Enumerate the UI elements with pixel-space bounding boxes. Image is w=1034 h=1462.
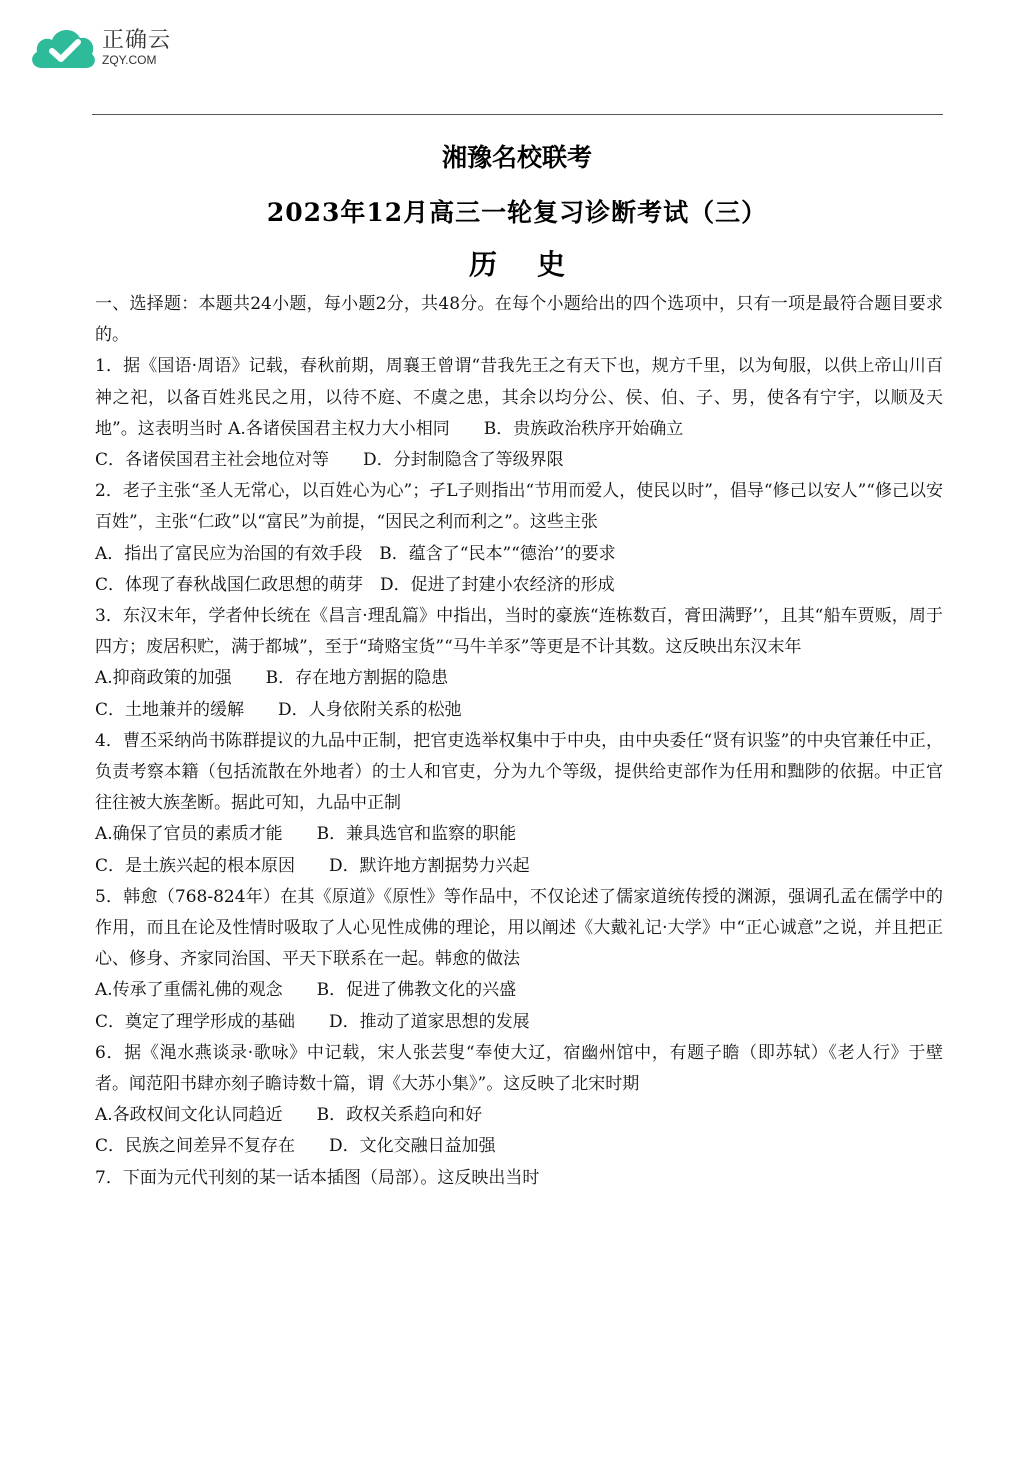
question-options: C．各诸侯国君主社会地位对等 D．分封制隐含了等级界限	[95, 450, 564, 471]
question-options: A.确保了官员的素质才能 B．兼具选官和监察的职能	[95, 824, 517, 845]
question-options: C．体现了春秋战国仁政思想的萌芽 D．促进了封建小农经济的形成	[95, 574, 615, 595]
question-stem: 2．老子主张“圣人无常心，以百姓心为心”；孑L子则指出“节用而爱人，使民以时”，倡导“修己以安人”“修己以安百姓”，主张“仁政”以“富民”为前提，“因民之利而利之”。这些主张	[95, 481, 943, 533]
question-options: A．指出了富民应为治国的有效手段 B．蕴含了“民本”“德治’’的要求	[95, 543, 616, 564]
header-divider	[92, 114, 943, 115]
question-options: C．民族之间差异不复存在 D．文化交融日益加强	[95, 1136, 496, 1157]
section-instructions: 一、选择题：本题共24小题，每小题2分，共48分。在每个小题给出的四个选项中，只有一项是最符合题目要求的。	[95, 294, 943, 346]
exam-organizer-title: 湘豫名校联考	[441, 143, 592, 172]
question-options: C．土地兼并的缓解 D．人身依附关系的松弛	[95, 699, 462, 720]
question-options: C．奠定了理学形成的基础 D．推动了道家思想的发展	[95, 1011, 530, 1032]
question-stem: 4．曹丕采纳尚书陈群提议的九品中正制，把官吏选举权集中于中央，由中央委任“贤有识鉴”的中央官兼任中正，负责考察本籍（包括流散在外地者）的士人和官吏，分为九个等级，提供给吏部作为任用和黜陟的依据。中正官往往被大族垄断。据此可知，九品中正制	[95, 730, 943, 814]
question-options: A.抑商政策的加强 B．存在地方割据的隐患	[95, 668, 449, 689]
question-stem: 7．下面为元代刊刻的某一话本插图（局部）。这反映出当时	[95, 1167, 540, 1188]
question-options: A.各政权间文化认同趋近 B．政权关系趋向和好	[95, 1105, 483, 1126]
cloud-check-icon	[28, 22, 98, 74]
question-stem: 3．东汉末年，学者仲长统在《昌言·理乱篇》中指出，当时的豪族“连栋数百，膏田满野’’，且其“船车贾贩，周于四方；废居积贮，满于都城”，至于“琦赂宝货”“马牛羊豕”等更是不计其数。这反映出东汉末年	[95, 606, 943, 658]
subject-title: 历史	[468, 248, 605, 281]
question-stem: 1．据《国语·周语》记载，春秋前期，周襄王曾谓“昔我先王之有天下也，规方千里，以为甸服，以供上帝山川百神之祀，以备百姓兆民之用，以待不庭、不虞之患，其余以均分公、侯、伯、子、男，使各有宁宇，以顺及天地”。这表明当时 A.各诸侯国君主权力大小相同 B．贵族政治秩序开始确立	[95, 356, 943, 439]
question-content	[95, 289, 943, 1194]
brand-logo	[28, 22, 171, 74]
question-stem: 5．韩愈（768-824年）在其《原道》《原性》等作品中，不仅论述了儒家道统传授的渊源，强调孔孟在儒学中的作用，而且在论及性情时吸取了人心见性成佛的理论，用以阐述《大戴礼记·大学》中“正心诚意”之说，并且把正心、修身、齐家同治国、平天下联系在一起。韩愈的做法	[95, 886, 943, 970]
question-stem: 6．据《渑水燕谈录·歌咏》中记载，宋人张芸叟“奉使大辽，宿幽州馆中，有题子瞻（即苏轼）《老人行》于壁者。闻范阳书肆亦刻子瞻诗数十篇，谓《大苏小集》”。这反映了北宋时期	[95, 1042, 943, 1095]
question-options: C．是土族兴起的根本原因 D．默许地方割据势力兴起	[95, 855, 530, 876]
exam-title: 2023年12月高三一轮复习诊断考试（三）	[266, 198, 768, 227]
question-options: A.传承了重儒礼佛的观念 B．促进了佛教文化的兴盛	[95, 980, 517, 1001]
logo-domain: ZQY.COM	[102, 53, 157, 67]
logo-name: 正确云	[102, 28, 172, 53]
